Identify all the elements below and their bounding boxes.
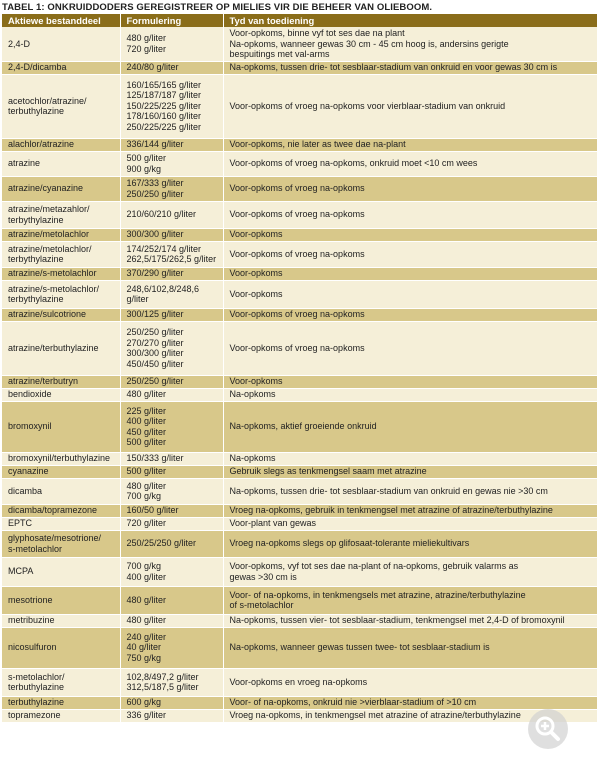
cell-active-ingredient: topramezone (2, 709, 120, 722)
table-header-row (2, 14, 597, 27)
cell-application-time: Na-opkoms, wanneer gewas tussen twee- tot sesblaar-stadium is (223, 627, 597, 668)
cell-application-time: Voor-opkoms of vroeg na-opkoms (223, 201, 597, 228)
cell-active-ingredient: atrazine/s-metolachlor (2, 267, 120, 280)
cell-active-ingredient: mesotrione (2, 586, 120, 614)
cell-active-ingredient: metribuzine (2, 614, 120, 627)
cell-formulation: 225 g/liter 400 g/liter 450 g/liter 500 g/liter (120, 401, 223, 452)
table-row (2, 668, 597, 696)
cell-application-time: Voor-opkoms (223, 375, 597, 388)
cell-formulation: 480 g/liter (120, 388, 223, 401)
cell-application-time: Voor- of na-opkoms, in tenkmengsels met atrazine, atrazine/terbuthylazine of s-metolachlor (223, 586, 597, 614)
herbicide-table (2, 14, 598, 723)
cell-application-time: Voor-opkoms en vroeg na-opkoms (223, 668, 597, 696)
cell-application-time: Voor-opkoms of vroeg na-opkoms (223, 308, 597, 321)
cell-formulation: 600 g/kg (120, 696, 223, 709)
cell-formulation: 500 g/liter 900 g/kg (120, 151, 223, 176)
cell-active-ingredient: s-metolachlor/ terbuthylazine (2, 668, 120, 696)
cell-application-time: Voor-opkoms, nie later as twee dae na-plant (223, 138, 597, 151)
table-row (2, 241, 597, 267)
cell-application-time: Na-opkoms, tussen vier- tot sesblaar-stadium, tenkmengsel met 2,4-D of bromoxynil (223, 614, 597, 627)
cell-formulation: 240 g/liter 40 g/liter 750 g/kg (120, 627, 223, 668)
cell-active-ingredient: nicosulfuron (2, 627, 120, 668)
table-row (2, 375, 597, 388)
table-row (2, 504, 597, 517)
cell-application-time: Vroeg na-opkoms slegs op glifosaat-tolerante mieliekultivars (223, 530, 597, 557)
cell-active-ingredient: EPTC (2, 517, 120, 530)
table-row (2, 201, 597, 228)
cell-formulation: 700 g/kg 400 g/liter (120, 557, 223, 586)
cell-application-time: Voor-opkoms, vyf tot ses dae na-plant of na-opkoms, gebruik valarms as gewas >30 cm is (223, 557, 597, 586)
cell-active-ingredient: acetochlor/atrazine/ terbuthylazine (2, 74, 120, 138)
table-row (2, 614, 597, 627)
cell-application-time: Gebruik slegs as tenkmengsel saam met atrazine (223, 465, 597, 478)
cell-active-ingredient: dicamba (2, 478, 120, 504)
table-row (2, 280, 597, 308)
cell-active-ingredient: atrazine/metolachlor/ terbythylazine (2, 241, 120, 267)
cell-formulation: 300/300 g/liter (120, 228, 223, 241)
cell-formulation: 174/252/174 g/liter 262,5/175/262,5 g/liter (120, 241, 223, 267)
cell-active-ingredient: atrazine/sulcotrione (2, 308, 120, 321)
zoom-in-icon (528, 709, 568, 749)
cell-active-ingredient: bendioxide (2, 388, 120, 401)
cell-formulation: 480 g/liter 700 g/kg (120, 478, 223, 504)
cell-formulation: 480 g/liter 720 g/liter (120, 27, 223, 61)
cell-application-time: Na-opkoms (223, 388, 597, 401)
cell-application-time: Voor-opkoms of vroeg na-opkoms, onkruid moet <10 cm wees (223, 151, 597, 176)
cell-active-ingredient: terbuthylazine (2, 696, 120, 709)
cell-formulation: 240/80 g/liter (120, 61, 223, 74)
cell-active-ingredient: 2,4-D (2, 27, 120, 61)
table-row (2, 267, 597, 280)
cell-formulation: 300/125 g/liter (120, 308, 223, 321)
table-row (2, 557, 597, 586)
cell-application-time: Na-opkoms, tussen drie- tot sesblaar-stadium van onkruid en voor gewas 30 cm is (223, 61, 597, 74)
table-row (2, 151, 597, 176)
cell-application-time: Voor-opkoms (223, 228, 597, 241)
cell-active-ingredient: atrazine/s-metolachlor/ terbythylazine (2, 280, 120, 308)
table-row (2, 401, 597, 452)
cell-active-ingredient: 2,4-D/dicamba (2, 61, 120, 74)
cell-active-ingredient: atrazine/cyanazine (2, 176, 120, 201)
cell-active-ingredient: atrazine (2, 151, 120, 176)
cell-active-ingredient: cyanazine (2, 465, 120, 478)
zoom-button[interactable] (528, 709, 568, 749)
table-title: TABEL 1: ONKRUIDDODERS GEREGISTREER OP MIELIES VIR DIE BEHEER VAN OLIEBOOM. (2, 2, 433, 13)
cell-application-time: Voor-opkoms, binne vyf tot ses dae na plant Na-opkoms, wanneer gewas 30 cm - 45 cm hoog is, andersins gerigte bespuitings met val-arms (223, 27, 597, 61)
cell-formulation: 250/25/250 g/liter (120, 530, 223, 557)
table-row (2, 138, 597, 151)
cell-formulation: 370/290 g/liter (120, 267, 223, 280)
table-row (2, 709, 597, 722)
cell-application-time: Voor-opkoms (223, 267, 597, 280)
cell-application-time: Na-opkoms, tussen drie- tot sesblaar-stadium van onkruid en gewas nie >30 cm (223, 478, 597, 504)
cell-active-ingredient: atrazine/terbutryn (2, 375, 120, 388)
table-row (2, 308, 597, 321)
cell-formulation: 480 g/liter (120, 614, 223, 627)
table-row (2, 452, 597, 465)
cell-formulation: 336/144 g/liter (120, 138, 223, 151)
cell-active-ingredient: alachlor/atrazine (2, 138, 120, 151)
cell-formulation: 248,6/102,8/248,6 g/liter (120, 280, 223, 308)
cell-application-time: Voor-opkoms of vroeg na-opkoms (223, 176, 597, 201)
cell-active-ingredient: atrazine/metazahlor/ terbythylazine (2, 201, 120, 228)
table-row (2, 465, 597, 478)
cell-application-time: Voor-opkoms of vroeg na-opkoms (223, 241, 597, 267)
column-header-active-ingredient: Aktiewe bestanddeel (2, 14, 120, 27)
cell-active-ingredient: bromoxynil (2, 401, 120, 452)
cell-application-time: Vroeg na-opkoms, in tenkmengsel met atrazine of atrazine/terbuthylazine (223, 709, 597, 722)
cell-active-ingredient: glyphosate/mesotrione/ s-metolachlor (2, 530, 120, 557)
cell-formulation: 150/333 g/liter (120, 452, 223, 465)
cell-application-time: Na-opkoms, aktief groeiende onkruid (223, 401, 597, 452)
cell-active-ingredient: dicamba/topramezone (2, 504, 120, 517)
table-row (2, 627, 597, 668)
cell-formulation: 336 g/liter (120, 709, 223, 722)
cell-formulation: 210/60/210 g/liter (120, 201, 223, 228)
cell-formulation: 160/50 g/liter (120, 504, 223, 517)
table-row (2, 517, 597, 530)
table-row (2, 478, 597, 504)
table-row (2, 176, 597, 201)
cell-application-time: Voor-opkoms of vroeg na-opkoms (223, 321, 597, 375)
cell-application-time: Vroeg na-opkoms, gebruik in tenkmengsel met atrazine of atrazine/terbuthylazine (223, 504, 597, 517)
table-row (2, 388, 597, 401)
table-row (2, 27, 597, 61)
cell-active-ingredient: MCPA (2, 557, 120, 586)
cell-application-time: Na-opkoms (223, 452, 597, 465)
cell-formulation: 167/333 g/liter 250/250 g/liter (120, 176, 223, 201)
cell-application-time: Voor-opkoms (223, 280, 597, 308)
table-row (2, 321, 597, 375)
cell-formulation: 500 g/liter (120, 465, 223, 478)
table-row (2, 696, 597, 709)
cell-formulation: 160/165/165 g/liter 125/187/187 g/liter 150/225/225 g/liter 178/160/160 g/liter 250/225/225 g/liter (120, 74, 223, 138)
column-header-formulation: Formulering (120, 14, 223, 27)
table-row (2, 530, 597, 557)
cell-active-ingredient: bromoxynil/terbuthylazine (2, 452, 120, 465)
table-row (2, 228, 597, 241)
cell-application-time: Voor-plant van gewas (223, 517, 597, 530)
table-row (2, 61, 597, 74)
column-header-application-time: Tyd van toediening (223, 14, 597, 27)
cell-application-time: Voor- of na-opkoms, onkruid nie >vierblaar-stadium of >10 cm (223, 696, 597, 709)
table-row (2, 586, 597, 614)
cell-active-ingredient: atrazine/metolachlor (2, 228, 120, 241)
table-row (2, 74, 597, 138)
cell-active-ingredient: atrazine/terbuthylazine (2, 321, 120, 375)
cell-formulation: 102,8/497,2 g/liter 312,5/187,5 g/liter (120, 668, 223, 696)
cell-formulation: 250/250 g/liter 270/270 g/liter 300/300 g/liter 450/450 g/liter (120, 321, 223, 375)
cell-application-time: Voor-opkoms of vroeg na-opkoms voor vierblaar-stadium van onkruid (223, 74, 597, 138)
cell-formulation: 720 g/liter (120, 517, 223, 530)
cell-formulation: 250/250 g/liter (120, 375, 223, 388)
cell-formulation: 480 g/liter (120, 586, 223, 614)
